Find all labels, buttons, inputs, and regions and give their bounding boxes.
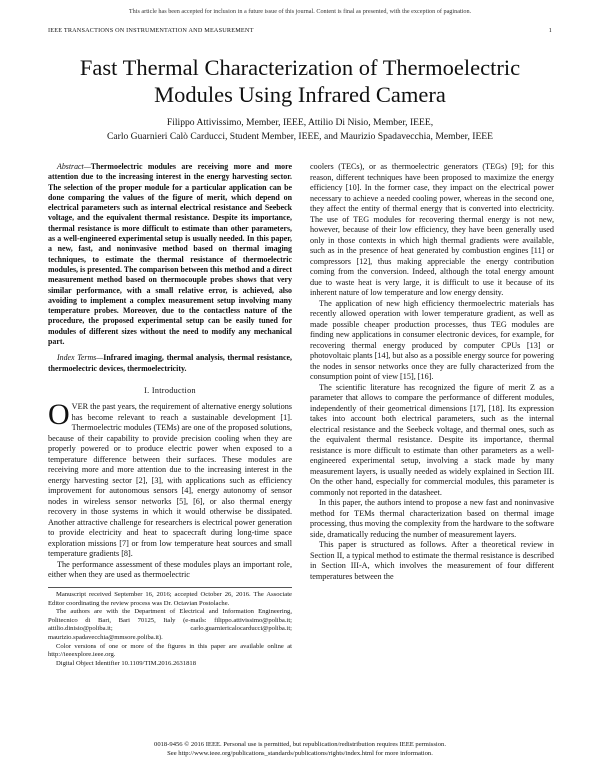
right-paragraph-3: The scientific literature has recognized the figure of merit Z as a parameter that allows to compare the performance of different modules, independently of their geometrical dimensions [17], [18]. Its expression takes into account both electrical parameters, such as the internal electrical resistance and the Seebeck voltage, and thermal ones, such as the equivalent thermal resistance. Despite its importance, thermal resistance is more difficult to estimate than other parameters as a well-engineered experimental setup, involving a stack made by many measurement layers, is usually needed as widely explained in Section III. On the other hand, especially for commercial modules, this parameter is commonly not reported in the datasheet. [310, 382, 554, 497]
abstract-lead: Abstract— [57, 162, 91, 171]
section-heading-introduction: I. Introduction [144, 385, 196, 395]
author-list [40, 116, 560, 143]
drop-cap: O [48, 398, 70, 432]
right-paragraph-2: The application of new high efficiency thermoelectric materials has recently allowed operation with lower temperature gradient, as well as made possible cheaper production processes, thus TEG modules are finding new applications in consumer electronic devices, for example, for recovering thermal energy produced by computer CPUs [13] or photovoltaic plants [14], but also as a possible energy source for powering the nodes in sensor networks once they are fully characterized from the consumption point of view [15], [16]. [310, 298, 554, 381]
index-terms [48, 353, 292, 374]
intro-paragraph-2: The performance assessment of these modules plays an important role, either when they are used as thermoelectric [48, 559, 292, 580]
right-paragraph-4: In this paper, the authors intend to propose a new fast and noninvasive method for TEMs thermal characterization based on thermal image processing, thus moving the complexity from the hardware to the software side, dramatically reducing the number of measurement layers. [310, 498, 554, 539]
journal-name: IEEE TRANSACTIONS ON INSTRUMENTATION AND MEASUREMENT [48, 27, 254, 34]
abstract-text: Thermoelectric modules are receiving more and more attention due to the increasing interest in the energy harvesting sector. The selection of the proper module for a particular application can be done comparing the values of the figure of merit, which depend on electrical parameters such as internal electrical resistance and Seebeck voltage, and the equivalent thermal resistance. Despite its importance, thermal resistance is more difficult to estimate than other parameters, as a well-engineered experimental setup is usually needed. In this paper, a new, fast, and noninvasive method based on thermal imaging techniques, to estimate the thermal resistance of thermoelectric modules, is presented. The comparison between this method and a direct measurement method based on thermocouple probes shows that very similar performance, with a small relative error, is achieved, also avoiding to implement a complex measurement setup involving many temperature probes. Moreover, due to the contactless nature of the procedure, the proposed experimental setup can be easily tuned for modules of different sizes without the need to modify any mechanical part. [48, 162, 292, 347]
intro-paragraph-1 [48, 398, 292, 560]
author-line-2: Carlo Guarnieri Calò Carducci, Student Member, IEEE, and Maurizio Spadavecchia, Member, IEEE [106, 130, 494, 142]
copyright-footer [0, 740, 600, 758]
footnote-divider [48, 587, 292, 588]
copyright-line-1: 0018-9456 © 2016 IEEE. Personal use is permitted, but republication/redistribution requires IEEE permission. [154, 741, 446, 748]
footnote-doi: Digital Object Identifier 10.1109/TIM.2016.2631818 [56, 659, 197, 667]
left-column [48, 162, 292, 668]
footnotes [48, 591, 292, 668]
footnote-color: Color versions of one or more of the figures in this paper are available online at http://ieeexplore.ieee.org. [48, 642, 292, 659]
running-header [48, 27, 552, 34]
page-number: 1 [548, 27, 552, 34]
index-terms-text: Infrared imaging, thermal analysis, thermal resistance, thermoelectric devices, thermoelectricity. [48, 353, 292, 373]
footnote-manuscript: Manuscript received September 16, 2016; accepted October 26, 2016. The Associate Editor coordinating the review process was Dr. Octavian Postolache. [48, 590, 292, 607]
right-column [310, 162, 554, 582]
paper-title: Fast Thermal Characterization of Thermoelectric Modules Using Infrared Camera [79, 55, 521, 107]
right-paragraph-1: coolers (TECs), or as thermoelectric generators (TEGs) [9]; for this reason, different techniques have been proposed to maximize the energy efficiency [10]. In the former case, they impact on the electrical power necessary to achieve a needed cooling power, whereas in the second one, they affect the entity of thermal energy that is converted into electricity. The use of TEG modules for recovering thermal energy is not new, however, because of their low efficiency, they have been generally used only in those contexts in which high thermal gradients were available, such as in the presence of heat generated by combustion engines [11] or compressors [12], thus making appreciable the energy contribution coming from the conversion. Indeed, although the total energy amount due to waste heat is very large, it is difficult to use it because of its inherent nature of low temperature and low energy density. [310, 162, 554, 297]
index-terms-lead: Index Terms— [57, 353, 104, 363]
copyright-line-2: See http://www.ieee.org/publications_standards/publications/rights/index.html for more information. [167, 750, 433, 757]
footnote-affiliation: The authors are with the Department of Electrical and Information Engineering, Politecnico di Bari, Bari 70125, Italy (e-mails: filippo.attivissimo@poliba.it; attilio.dinisio@poliba.it; carlo.guarniericalocarducci@poliba.it; maurizio.spadavecchia@mmsore.poliba.it). [48, 608, 292, 641]
author-line-1: Filippo Attivissimo, Member, IEEE, Attilio Di Nisio, Member, IEEE, [166, 117, 434, 128]
abstract [48, 162, 292, 347]
acceptance-notice: This article has been accepted for inclusion in a future issue of this journal. Content is final as presented, with the exception of pagination. [128, 8, 472, 15]
intro-paragraph-1-text: VER the past years, the requirement of alternative energy solutions has become relevant to reach a sustainable development [1]. Thermoelectric modules (TEMs) are one of the proposed solutions, because of their capability to provide precision cooling when they are properly powered or to produce electric power when exposed to a temperature difference between their surfaces. These modules are receiving more and more attention due to the increasing interest in the energy harvesting sector [2], [3], with applications such as efficiency improvement for autonomous sensors [4], energy autonomy of sensor nodes in wireless sensor networks [5], [6], or also thermal energy recovery in those systems in which it would otherwise be dissipated. Another attractive challenge for researchers is electrical power generation to provide electricity and heat to spacecraft during long-time space exploration missions [7] or from low temperature heat sources and small temperature gradients [8]. [48, 402, 292, 559]
right-paragraph-5: This paper is structured as follows. After a theoretical review in Section II, a typical method to estimate the thermal resistance is described in Section III-A, which involves the measurement of four different temperatures between the [310, 540, 554, 581]
